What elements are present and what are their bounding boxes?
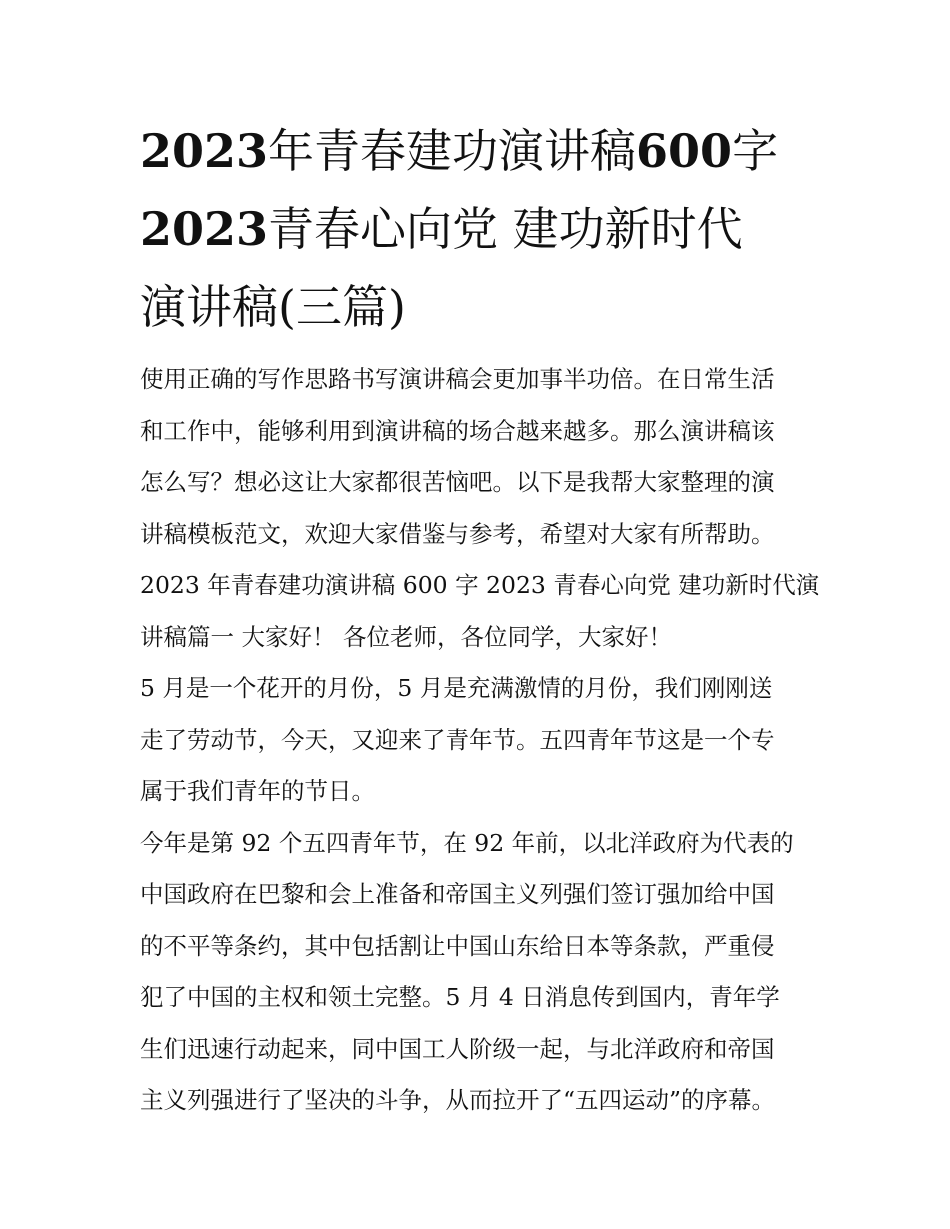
- body-line: 使用正确的写作思路书写演讲稿会更加事半功倍。在日常生活: [140, 365, 775, 393]
- title-line-3: 演讲稿(三篇): [140, 280, 406, 334]
- body-line: 走了劳动节，今天，又迎来了青年节。五四青年节这是一个专: [140, 725, 775, 754]
- body-line: 属于我们青年的节日。: [140, 777, 375, 805]
- body-line: 中国政府在巴黎和会上准备和帝国主义列强们签订强加给中国: [140, 880, 775, 908]
- body-line: 今年是第 92 个五四青年节，在 92 年前，以北洋政府为代表的: [140, 828, 794, 857]
- document-title: [140, 112, 830, 346]
- body-line: 犯了中国的主权和领土完整。5 月 4 日消息传到国内，青年学: [140, 983, 780, 1011]
- body-line: 2023 年青春建功演讲稿 600 字 2023 青春心向党 建功新时代演: [140, 571, 820, 599]
- document-body: [140, 354, 830, 1127]
- body-line: 讲稿模板范文，欢迎大家借鉴与参考，希望对大家有所帮助。: [140, 519, 775, 548]
- title-line-1: 2023年青春建功演讲稿600字: [140, 124, 779, 178]
- body-line: 和工作中，能够利用到演讲稿的场合越来越多。那么演讲稿该: [140, 416, 775, 445]
- body-line: 5 月是一个花开的月份，5 月是充满激情的月份，我们刚刚送: [140, 674, 773, 702]
- body-line: 生们迅速行动起来，同中国工人阶级一起，与北洋政府和帝国: [140, 1034, 775, 1063]
- body-line: 讲稿篇一 大家好！ 各位老师，各位同学，大家好！: [140, 622, 672, 651]
- body-line: 主义列强进行了坚决的斗争，从而拉开了“五四运动”的序幕。: [140, 1086, 776, 1114]
- body-line: 的不平等条约，其中包括割让中国山东给日本等条款，严重侵: [140, 931, 775, 960]
- body-line: 怎么写？想必这让大家都很苦恼吧。以下是我帮大家整理的演: [140, 468, 775, 496]
- title-line-2: 2023青春心向党 建功新时代: [140, 202, 743, 256]
